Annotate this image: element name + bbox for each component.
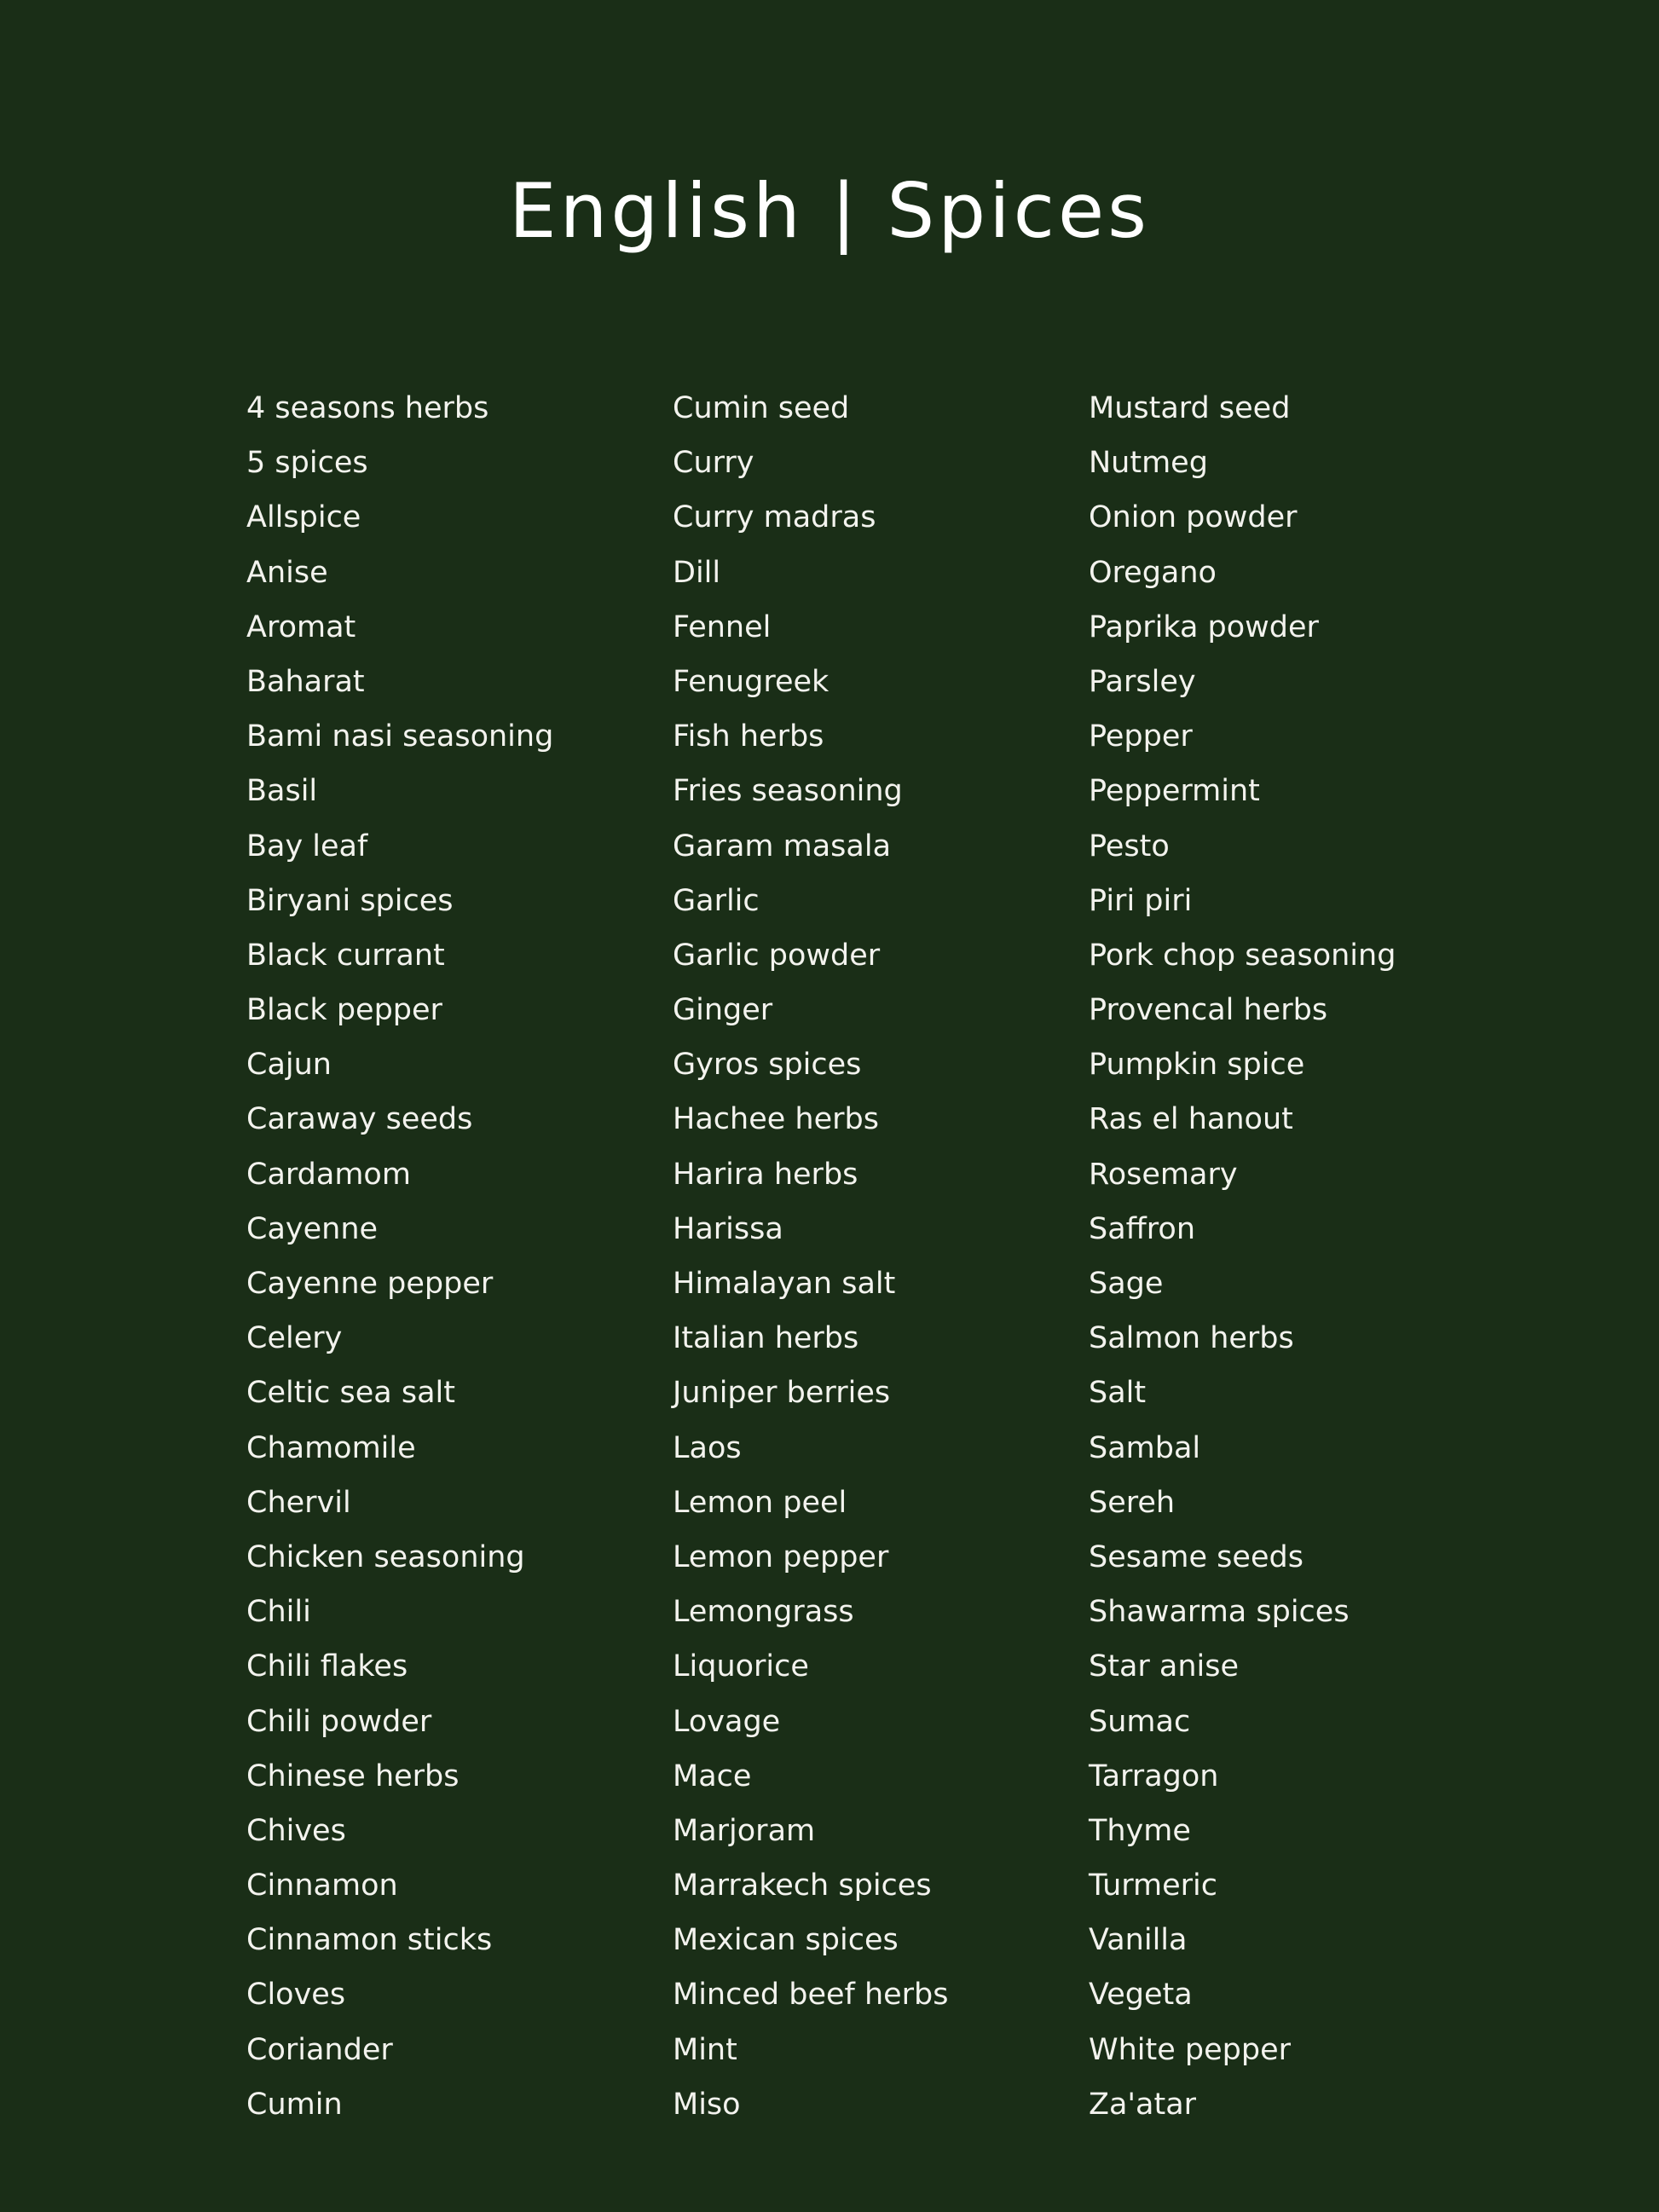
spice-item: White pepper <box>1089 2032 1292 2067</box>
spice-item: Gyros spices <box>673 1048 862 1083</box>
spice-item: Nutmeg <box>1089 446 1208 481</box>
spice-item: Marjoram <box>673 1813 816 1848</box>
spice-item: Lemon pepper <box>673 1539 889 1574</box>
spice-item: Tarragon <box>1089 1759 1219 1793</box>
spice-item: Miso <box>673 2087 741 2122</box>
spice-item: Chili powder <box>246 1704 432 1739</box>
spice-item: Saffron <box>1089 1211 1195 1246</box>
spice-item: Pumpkin spice <box>1089 1048 1305 1083</box>
spice-item: Mexican spices <box>673 1923 899 1958</box>
spice-item: Rosemary <box>1089 1157 1238 1192</box>
spice-item: Ras el hanout <box>1089 1102 1293 1137</box>
spice-item: Cayenne pepper <box>246 1267 494 1301</box>
spice-column-2 <box>673 385 949 2136</box>
spice-item: Black pepper <box>246 993 442 1028</box>
spice-item: Lemon peel <box>673 1485 847 1520</box>
spice-item: Garlic powder <box>673 938 881 973</box>
spice-item: Thyme <box>1089 1813 1191 1848</box>
spice-item: Paprika powder <box>1089 609 1319 644</box>
spice-item: Oregano <box>1089 555 1217 590</box>
spice-item: Provencal herbs <box>1089 993 1328 1028</box>
spice-item: Juniper berries <box>673 1376 891 1411</box>
spice-item: Biryani spices <box>246 883 454 918</box>
spice-item: Sumac <box>1089 1704 1191 1739</box>
spice-item: Cloves <box>246 1978 346 2013</box>
page-title: English | Spices <box>509 167 1150 255</box>
spice-column-1 <box>246 385 553 2136</box>
spice-item: Harissa <box>673 1211 783 1246</box>
spice-item: Dill <box>673 555 721 590</box>
spice-item: Cayenne <box>246 1211 379 1246</box>
spice-item: Basil <box>246 774 318 809</box>
spice-item: Celtic sea salt <box>246 1376 455 1411</box>
spice-item: Minced beef herbs <box>673 1978 949 2013</box>
spice-item: Salmon herbs <box>1089 1321 1294 1356</box>
spice-item: Pesto <box>1089 829 1170 863</box>
spice-item: Italian herbs <box>673 1321 859 1356</box>
spice-item: Onion powder <box>1089 500 1298 535</box>
spice-item: Ginger <box>673 993 773 1028</box>
spice-item: Bami nasi seasoning <box>246 719 554 754</box>
spice-item: Sesame seeds <box>1089 1539 1304 1574</box>
spice-item: Chamomile <box>246 1430 416 1465</box>
spice-item: Celery <box>246 1321 343 1356</box>
spice-item: Piri piri <box>1089 883 1193 918</box>
spice-item: Harira herbs <box>673 1157 858 1192</box>
spice-item: Fennel <box>673 609 772 644</box>
spice-item: Caraway seeds <box>246 1102 473 1137</box>
spice-item: Vegeta <box>1089 1978 1193 2013</box>
spice-item: Laos <box>673 1430 742 1465</box>
spice-item: Chili <box>246 1595 311 1630</box>
spice-item: Lemongrass <box>673 1595 854 1630</box>
spice-item: Curry <box>673 446 754 481</box>
spice-item: 4 seasons herbs <box>246 391 489 425</box>
spice-item: Marrakech spices <box>673 1868 932 1903</box>
spice-item: Chervil <box>246 1485 351 1520</box>
spice-item: Turmeric <box>1089 1868 1218 1903</box>
spice-item: Mace <box>673 1759 752 1793</box>
spice-item: Peppermint <box>1089 774 1260 809</box>
spice-item: Cardamom <box>246 1157 411 1192</box>
spice-item: Lovage <box>673 1704 781 1739</box>
spice-item: Coriander <box>246 2032 393 2067</box>
spice-item: Sereh <box>1089 1485 1176 1520</box>
spice-item: Chili flakes <box>246 1649 408 1684</box>
spice-item: Garam masala <box>673 829 892 863</box>
spice-item: Cinnamon <box>246 1868 398 1903</box>
spice-item: 5 spices <box>246 446 368 481</box>
spice-item: Sambal <box>1089 1430 1201 1465</box>
spice-item: Anise <box>246 555 328 590</box>
spice-item: Chinese herbs <box>246 1759 460 1793</box>
spice-item: Mint <box>673 2032 737 2067</box>
spice-item: Baharat <box>246 664 365 699</box>
spice-item: Cinnamon sticks <box>246 1923 493 1958</box>
spice-item: Fries seasoning <box>673 774 903 809</box>
spice-item: Star anise <box>1089 1649 1240 1684</box>
spice-item: Liquorice <box>673 1649 809 1684</box>
spice-item: Curry madras <box>673 500 876 535</box>
spice-item: Mustard seed <box>1089 391 1291 425</box>
spice-item: Black currant <box>246 938 445 973</box>
spice-item: Sage <box>1089 1267 1164 1301</box>
spice-item: Chicken seasoning <box>246 1539 525 1574</box>
spice-item: Shawarma spices <box>1089 1595 1350 1630</box>
spice-item: Cajun <box>246 1048 332 1083</box>
spice-item: Vanilla <box>1089 1923 1188 1958</box>
spice-item: Garlic <box>673 883 760 918</box>
spice-item: Pepper <box>1089 719 1193 754</box>
spice-item: Allspice <box>246 500 361 535</box>
spice-item: Bay leaf <box>246 829 368 863</box>
spice-item: Fish herbs <box>673 719 824 754</box>
spice-item: Hachee herbs <box>673 1102 879 1137</box>
spice-item: Pork chop seasoning <box>1089 938 1396 973</box>
spice-item: Aromat <box>246 609 356 644</box>
spice-item: Salt <box>1089 1376 1147 1411</box>
spice-item: Himalayan salt <box>673 1267 896 1301</box>
spice-item: Cumin seed <box>673 391 850 425</box>
spice-item: Chives <box>246 1813 346 1848</box>
spice-item: Fenugreek <box>673 664 830 699</box>
spice-column-3 <box>1089 385 1396 2136</box>
spice-item: Cumin <box>246 2087 343 2122</box>
spice-item: Parsley <box>1089 664 1196 699</box>
spice-item: Za'atar <box>1089 2087 1197 2122</box>
